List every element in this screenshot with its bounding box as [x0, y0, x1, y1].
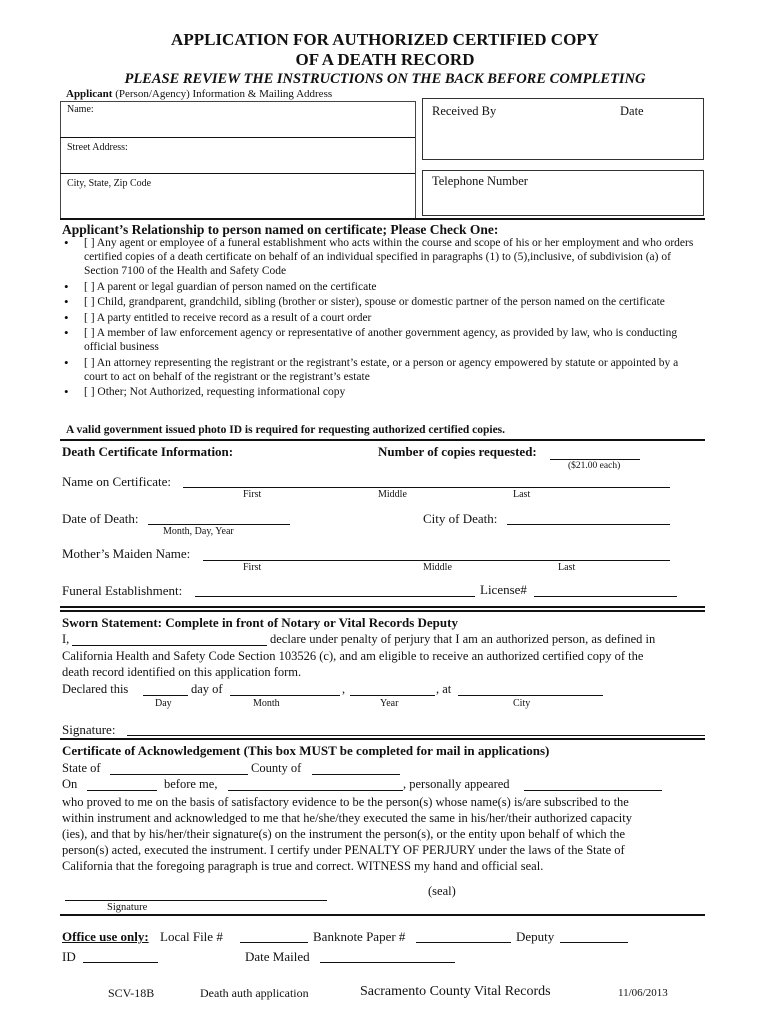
funeral-input[interactable]	[195, 596, 475, 597]
option-parent-guardian[interactable]: • [ ] A parent or legal guardian of person named on the certificate	[62, 280, 702, 294]
footer-date: 11/06/2013	[618, 987, 668, 999]
declared-month-input[interactable]	[230, 695, 340, 696]
option-law-enforcement[interactable]: • [ ] A member of law enforcement agency or representative of another government agency, as provided by law, who is conducting official business	[62, 326, 702, 354]
state-of-input[interactable]	[110, 774, 248, 775]
footer-agency: Sacramento County Vital Records	[360, 984, 551, 999]
on-date-input[interactable]	[87, 790, 157, 791]
option-relative[interactable]: • [ ] Child, grandparent, grandchild, sibling (brother or sister), spouse or domestic partner of the person named on the certificate	[62, 295, 702, 309]
street-address-field[interactable]: Street Address:	[67, 142, 128, 153]
maiden-first-hint: First	[243, 562, 262, 573]
telephone-label[interactable]: Telephone Number	[432, 174, 528, 188]
banknote-input[interactable]	[416, 942, 511, 943]
appeared-input[interactable]	[524, 790, 662, 791]
state-of-label: State of	[62, 761, 101, 775]
relationship-heading: Applicant’s Relationship to person named on certificate; Please Check One:	[62, 222, 499, 237]
ack-line-5: California that the foregoing paragraph is true and correct. WITNESS my hand and official seal.	[62, 859, 544, 873]
maiden-last-hint: Last	[558, 562, 576, 573]
month-hint: Month	[253, 698, 280, 709]
city-hint: City	[513, 698, 531, 709]
declared-this-label: Declared this	[62, 682, 129, 696]
at-label: , at	[436, 682, 452, 696]
death-cert-heading: Death Certificate Information:	[62, 444, 234, 459]
declared-year-input[interactable]	[350, 695, 435, 696]
fee-note: ($21.00 each)	[568, 461, 621, 471]
applicant-box	[60, 101, 416, 219]
before-me-label: before me,	[164, 777, 218, 791]
first-hint: First	[243, 489, 262, 500]
before-me-input[interactable]	[228, 790, 403, 791]
sworn-signature-label: Signature:	[62, 722, 116, 737]
id-label: ID	[62, 949, 76, 964]
license-label: License#	[480, 582, 527, 597]
county-of-input[interactable]	[312, 774, 400, 775]
sworn-text2: California Health and Safety Code Section 103526 (c), and am eligible to receive an authorized certified copy of the	[62, 649, 644, 663]
office-use-label: Office use only:	[62, 929, 149, 944]
funeral-label: Funeral Establishment:	[62, 583, 183, 598]
year-hint: Year	[380, 698, 399, 709]
option-other[interactable]: • [ ] Other; Not Authorized, requesting informational copy	[62, 385, 702, 399]
received-by-label: Received By	[432, 104, 497, 118]
sworn-text1: declare under penalty of perjury that I am an authorized person, as defined in	[270, 632, 656, 646]
day-hint: Day	[155, 698, 172, 709]
personally-appeared-label: , personally appeared	[403, 777, 510, 791]
ack-line-3: (ies), and that by his/her/their signature(s) on the instrument the person(s), or the entity upon behalf of which the	[62, 827, 626, 841]
id-input[interactable]	[83, 962, 158, 963]
sworn-name-input[interactable]	[72, 645, 267, 646]
applicant-label-rest: (Person/Agency) Information & Mailing Address	[115, 88, 333, 100]
ack-line-4: person(s) acted, executed the instrument. I certify under PENALTY OF PERJURY under the laws of the State of	[62, 843, 625, 857]
local-file-label: Local File #	[160, 929, 223, 944]
footer-form-no: SCV-18B	[108, 986, 155, 1000]
form-subtitle: PLEASE REVIEW THE INSTRUCTIONS ON THE BACK BEFORE COMPLETING	[124, 71, 646, 87]
day-of-label: day of	[191, 682, 223, 696]
name-on-cert-input[interactable]	[183, 487, 670, 488]
maiden-name-label: Mother’s Maiden Name:	[62, 546, 191, 561]
ack-line-1: who proved to me on the basis of satisfactory evidence to be the person(s) whose name(s) is/are subscribed to the	[62, 795, 629, 809]
ack-signature-input[interactable]	[65, 900, 327, 901]
footer-form-name: Death auth application	[200, 986, 309, 1000]
deputy-label: Deputy	[516, 929, 555, 944]
date-of-death-hint: Month, Day, Year	[163, 526, 234, 537]
ack-line-2: within instrument and acknowledged to me that he/she/they executed the same in his/her/their authorized capacity	[62, 811, 632, 825]
option-funeral-agent[interactable]: • [ ] Any agent or employee of a funeral establishment who acts within the course and scope of his or her employment and who orders certified copies of a death certificate on behalf of an individual specified in paragraphs (1) to (5),inclusive, of subdivision (a) of Section 7100 of the Health and Safety Code	[62, 236, 702, 278]
banknote-label: Banknote Paper #	[313, 929, 406, 944]
option-attorney[interactable]: • [ ] An attorney representing the registrant or the registrant’s estate, or a person or agency empowered by statute or appointed by a court to act on behalf of the registrant or the registrant’s estate	[62, 356, 702, 384]
county-of-label: County of	[251, 761, 302, 775]
date-label: Date	[620, 104, 644, 118]
form-title-line2: OF A DEATH RECORD	[295, 50, 475, 69]
maiden-middle-hint: Middle	[423, 562, 452, 573]
sworn-signature-input[interactable]	[127, 735, 705, 736]
city-of-death-input[interactable]	[507, 524, 670, 525]
declared-day-input[interactable]	[143, 695, 188, 696]
date-of-death-label: Date of Death:	[62, 511, 139, 526]
comma-sep: ,	[342, 682, 346, 696]
declared-city-input[interactable]	[458, 695, 603, 696]
applicant-label-bold: Applicant	[66, 88, 113, 100]
ack-heading: Certificate of Acknowledgement (This box MUST be completed for mail in applications)	[62, 743, 550, 758]
middle-hint: Middle	[378, 489, 407, 500]
deputy-input[interactable]	[560, 942, 628, 943]
license-input[interactable]	[534, 596, 677, 597]
city-state-zip-field[interactable]: City, State, Zip Code	[67, 178, 152, 189]
form-title-line1: APPLICATION FOR AUTHORIZED CERTIFIED COPY	[171, 30, 599, 49]
seal-label: (seal)	[428, 884, 456, 898]
copies-input[interactable]	[550, 459, 640, 460]
id-notice: A valid government issued photo ID is required for requesting authorized certified copies.	[66, 424, 506, 436]
relationship-options	[62, 236, 702, 401]
on-label: On	[62, 777, 78, 791]
date-mailed-input[interactable]	[320, 962, 455, 963]
sworn-text3: death record identified on this application form.	[62, 665, 302, 679]
ack-signature-label: Signature	[107, 902, 148, 913]
name-on-cert-label: Name on Certificate:	[62, 474, 172, 489]
copies-label: Number of copies requested:	[378, 444, 537, 459]
sworn-i: I,	[62, 632, 70, 646]
date-mailed-label: Date Mailed	[245, 949, 310, 964]
city-of-death-label: City of Death:	[423, 511, 498, 526]
sworn-heading: Sworn Statement: Complete in front of Notary or Vital Records Deputy	[62, 615, 458, 630]
maiden-name-input[interactable]	[203, 560, 670, 561]
date-of-death-input[interactable]	[148, 524, 290, 525]
option-court-order[interactable]: • [ ] A party entitled to receive record as a result of a court order	[62, 311, 702, 325]
local-file-input[interactable]	[240, 942, 308, 943]
last-hint: Last	[513, 489, 531, 500]
name-field[interactable]: Name:	[67, 104, 94, 115]
applicant-label	[66, 88, 332, 100]
ack-paragraph	[62, 794, 712, 874]
